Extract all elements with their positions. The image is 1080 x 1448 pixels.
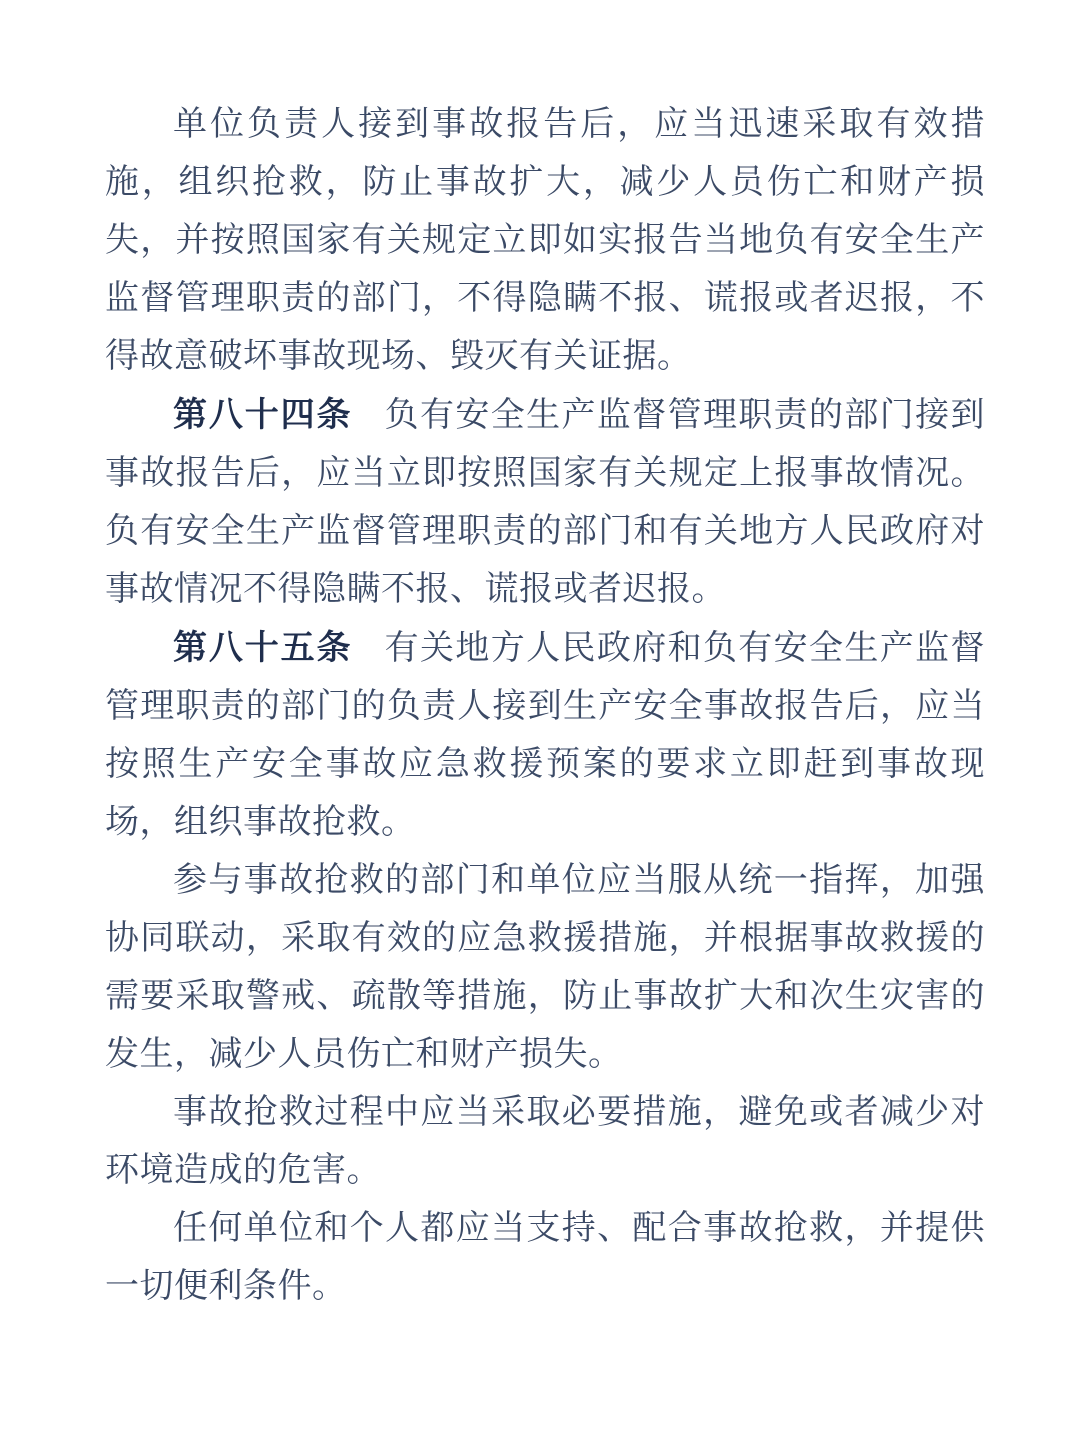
paragraph [105,1200,985,1316]
article-number: 第八十五条 [173,629,353,667]
paragraph [105,1084,985,1200]
article-number: 第八十四条 [173,396,353,434]
paragraph-text: 任何单位和个人都应当支持、配合事故抢救，并提供一切便利条件。 [105,1210,985,1305]
document-body [105,96,985,1316]
paragraph [105,619,985,852]
paragraph [105,96,985,386]
paragraph-text: 负有安全生产监督管理职责的部门接到事故报告后，应当立即按照国家有关规定上报事故情况。负有安全生产监督管理职责的部门和有关地方人民政府对事故情况不得隐瞒不报、谎报或者迟报。 [105,397,986,608]
paragraph [105,386,985,619]
paragraph [105,852,985,1084]
paragraph-text: 有关地方人民政府和负有安全生产监督管理职责的部门的负责人接到生产安全事故报告后，应当按照生产安全事故应急救援预案的要求立即赶到事故现场，组织事故抢救。 [105,630,986,841]
paragraph-text: 单位负责人接到事故报告后，应当迅速采取有效措施，组织抢救，防止事故扩大，减少人员伤亡和财产损失，并按照国家有关规定立即如实报告当地负有安全生产监督管理职责的部门，不得隐瞒不报、谎报或者迟报，不得故意破坏事故现场、毁灭有关证据。 [105,106,985,375]
paragraph-text: 参与事故抢救的部门和单位应当服从统一指挥，加强协同联动，采取有效的应急救援措施，并根据事故救援的需要采取警戒、疏散等措施，防止事故扩大和次生灾害的发生，减少人员伤亡和财产损失。 [105,862,985,1073]
paragraph-text: 事故抢救过程中应当采取必要措施，避免或者减少对环境造成的危害。 [105,1094,985,1189]
